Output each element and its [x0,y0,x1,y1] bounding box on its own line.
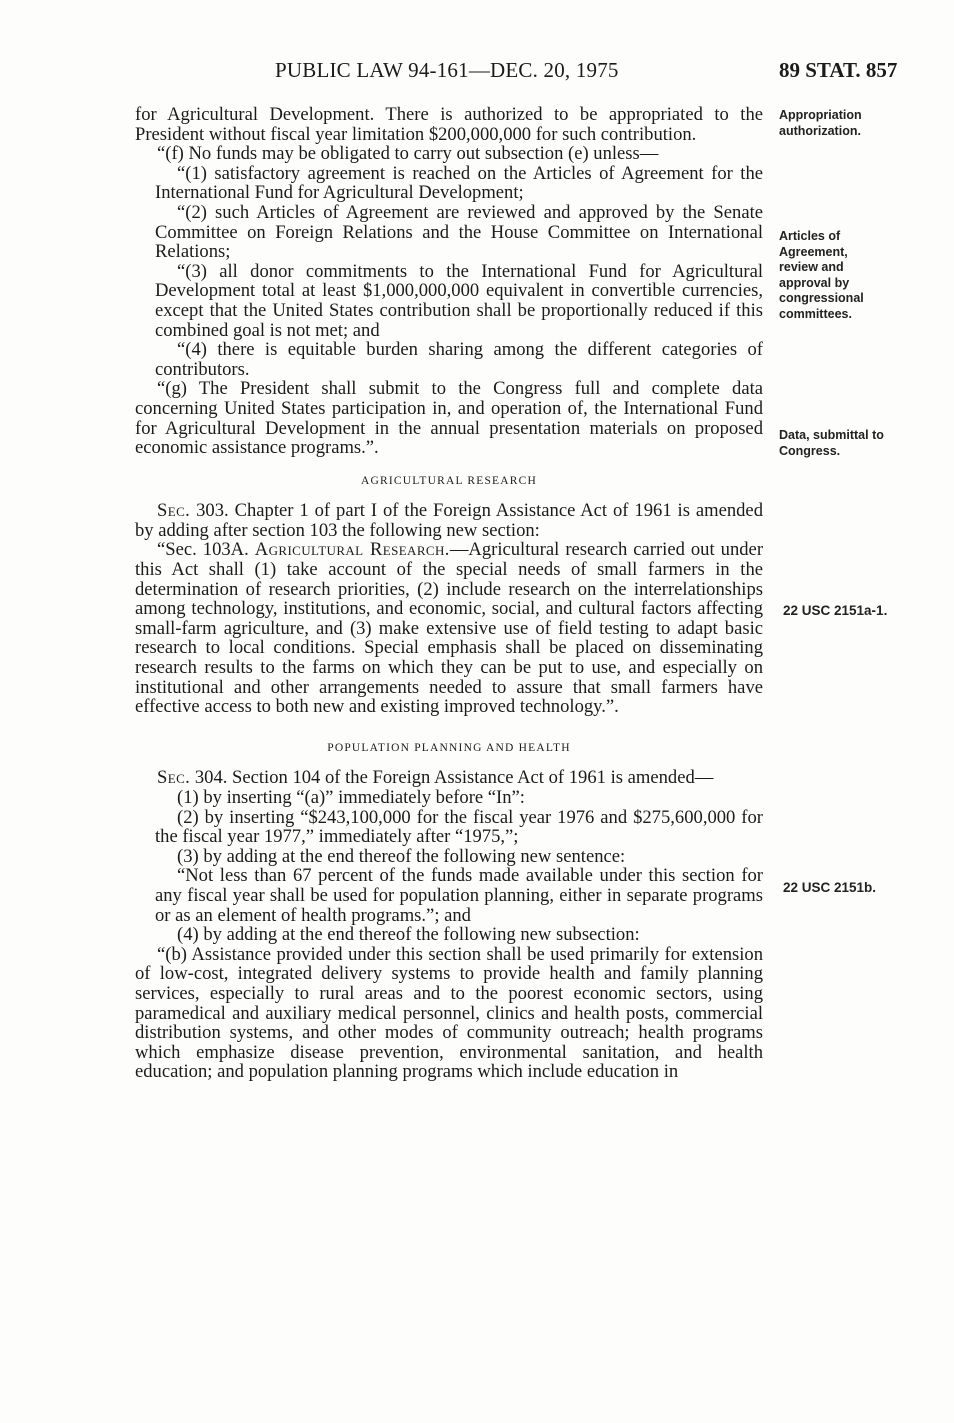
sec-303-text: 303. Chapter 1 of part I of the Foreign Assistance Act of 1961 is amended by adding after section 103 the following new section: [135,500,763,541]
item-304-2: (2) by inserting “$243,100,000 for the fiscal year 1976 and $275,600,000 for the fiscal year 1977,” immediately after “1975,”; [155,806,763,848]
margin-note-articles: Articles of Agreement, review and approval by congressional committees. [779,229,864,321]
item-f3: “(3) all donor commitments to the International Fund for Agricultural Development total at least $1,000,000,000 equivalent in convertible currencies, except that the United States contribution shall be proportionally reduced if this combined goal is not met; and [155,260,763,341]
margin-note-data: Data, submittal to Congress. [779,428,884,458]
paragraph-subsection-f: “(f) No funds may be obligated to carry out subsection (e) unless— [157,143,659,165]
sec-103a-text: —Agricultural research carried out under this Act shall (1) take account of the special needs of small farmers in the determination of research priorities, (2) include research on the interrelationships among technology, institutions, and economic, social, and cultural factors affecting small-farm agriculture, and (3) make extensive use of field testing to adapt basic research to local conditions. Special emphasis shall be placed on disseminating research results to the farms on which they can be put to use, and especially on institutional and other arrangements needed to assure that small farmers have effective access to both new and existing improved technology.”. [135,539,764,718]
paragraph-sec-303 [135,501,763,540]
page-header-stat: 89 STAT. 857 [779,58,898,82]
sec-103a-open: “Sec. 103A. [157,539,255,561]
sec-303-label: Sec. [157,500,191,522]
heading-agricultural-research: AGRICULTURAL RESEARCH [360,474,538,487]
item-f1: “(1) satisfactory agreement is reached on the Articles of Agreement for the International Fund for Agricultural Development; [155,162,763,204]
item-f4: “(4) there is equitable burden sharing among the different categories of contributors. [155,339,763,380]
paragraph-sec-103a [135,540,763,716]
sec-103a-title: Agricultural Research. [254,539,450,561]
item-304-4: (4) by adding at the end thereof the following new subsection: [177,924,640,946]
paragraph-subsection-b: “(b) Assistance provided under this section shall be used primarily for extension of low-cost, integrated delivery systems to provide health and family planning services, especially to rural areas and to the poorest economic sectors, using paramedical and auxiliary medical personnel, clinics and health posts, commercial distribution systems, and other modes of community outreach; health programs which emphasize disease prevention, environmental sanitation, and health education; and population planning programs which include education in [135,943,763,1083]
paragraph-subsection-g: “(g) The President shall submit to the Congress full and complete data concerning United States participation in, and operation of, the International Fund for Agricultural Development in the annual presentation materials on proposed economic assistance programs.”. [135,378,763,459]
margin-note-appropriation: Appropriation authorization. [779,108,862,138]
heading-population-planning: POPULATION PLANNING AND HEALTH [327,741,571,754]
quote-304-3: “Not less than 67 percent of the funds made available under this section for any fiscal year shall be used for population planning, either in separate programs or as an element of health programs.”; and [155,865,763,926]
body-text [135,105,763,1082]
paragraph-sec-304 [135,768,763,788]
sec-304-text: 304. Section 104 of the Foreign Assistance Act of 1961 is amended— [190,767,714,789]
item-304-1: (1) by inserting “(a)” immediately before “In”: [177,787,525,808]
item-f2: “(2) such Articles of Agreement are reviewed and approved by the Senate Committee on Foreign Relations and the House Committee on International Relations; [155,201,763,263]
item-304-3: (3) by adding at the end thereof the following new sentence: [177,845,626,867]
page-header-title: PUBLIC LAW 94-161—DEC. 20, 1975 [275,58,619,82]
margin-note-usc-2151b: 22 USC 2151b. [783,880,877,895]
sec-304-label: Sec. [157,767,191,789]
margin-note-usc-2151a-1: 22 USC 2151a-1. [783,603,888,618]
paragraph-appropriation: for Agricultural Development. There is authorized to be appropriated to the President without fiscal year limitation $200,000,000 for such contribution. [135,104,763,145]
